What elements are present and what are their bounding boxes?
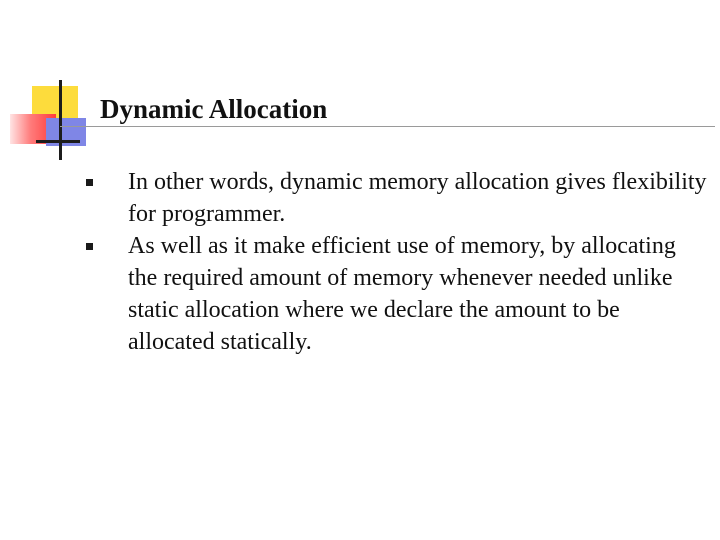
square-bullet-icon — [86, 179, 93, 186]
bullet-item — [78, 166, 708, 230]
bullet-item — [78, 230, 708, 358]
title-underline-rule — [60, 126, 715, 127]
logo-vertical-line — [59, 80, 62, 160]
logo-horizontal-line — [36, 140, 80, 143]
bullet-list — [78, 166, 708, 358]
slide-title: Dynamic Allocation — [100, 94, 328, 124]
bullet-text: In other words, dynamic memory allocation gives flexibility for programmer. — [128, 169, 707, 227]
square-bullet-icon — [86, 243, 93, 250]
bullet-text: As well as it make efficient use of memory, by allocating the required amount of memory whenever needed unlike static allocation where we declare the amount to be allocated statically. — [128, 233, 676, 355]
